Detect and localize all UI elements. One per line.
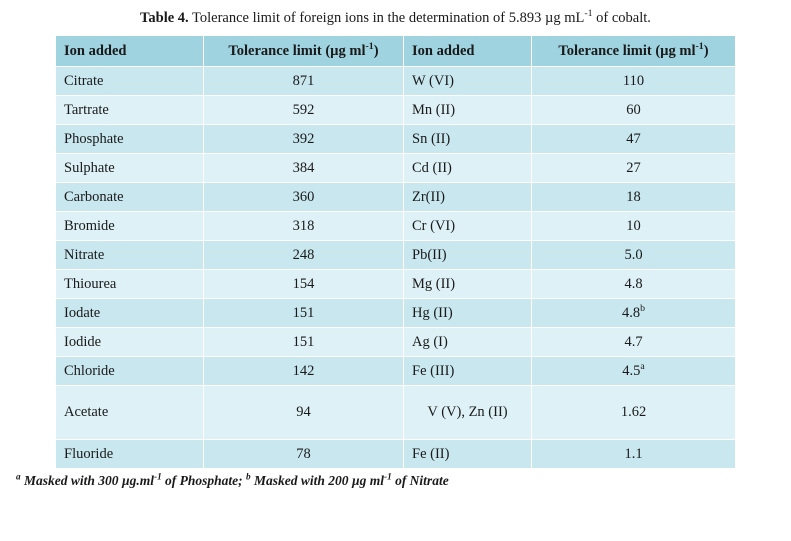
caption-superscript: -1 [584, 8, 593, 20]
cell-ion-2: Cd (II) [404, 154, 532, 183]
cell-value-2 [532, 154, 736, 183]
column-header-text-tail: ) [373, 42, 379, 59]
column-header-superscript: -1 [365, 41, 374, 53]
cell-value-2 [532, 270, 736, 299]
cell-ion-1: Iodate [56, 299, 204, 328]
cell-ion-2: Fe (II) [404, 440, 532, 469]
cell-ion-2: Mg (II) [404, 270, 532, 299]
cell-value-text: 18 [626, 188, 641, 205]
cell-ion-2: W (VI) [404, 67, 532, 96]
cell-ion-2: V (V), Zn (II) [404, 386, 532, 440]
cell-value-text: 47 [626, 130, 641, 147]
cell-ion-2: Zr(II) [404, 183, 532, 212]
cell-value-text: 4.5 [622, 362, 641, 379]
column-header-text: Tolerance limit (µg ml [558, 42, 696, 59]
table-row [56, 183, 736, 212]
cell-value-1: 142 [204, 357, 404, 386]
cell-ion-1: Fluoride [56, 440, 204, 469]
cell-value-2 [532, 67, 736, 96]
cell-ion-1: Nitrate [56, 241, 204, 270]
footnote-superscript-b: -1 [384, 471, 392, 482]
cell-ion-1: Citrate [56, 67, 204, 96]
cell-value-2 [532, 386, 736, 440]
table-row [56, 96, 736, 125]
cell-value-1: 151 [204, 299, 404, 328]
cell-ion-2: Hg (II) [404, 299, 532, 328]
column-header-text: Ion added [64, 42, 127, 59]
column-header-tolerance-limit-1 [204, 36, 404, 67]
cell-value-1: 392 [204, 125, 404, 154]
cell-value-1: 592 [204, 96, 404, 125]
table-row [56, 386, 736, 440]
cell-value-text: 1.62 [620, 404, 647, 421]
footnote-marker-b: b [246, 471, 251, 482]
table-row [56, 241, 736, 270]
cell-ion-1: Chloride [56, 357, 204, 386]
cell-value-2 [532, 299, 736, 328]
cell-ion-2: Fe (III) [404, 357, 532, 386]
cell-ion-1: Bromide [56, 212, 204, 241]
cell-value-text: 60 [626, 101, 641, 118]
cell-value-2 [532, 440, 736, 469]
cell-value-2 [532, 241, 736, 270]
footnote-superscript-a: -1 [154, 471, 162, 482]
cell-value-1: 248 [204, 241, 404, 270]
cell-value-1: 154 [204, 270, 404, 299]
cell-value-text: 4.8 [621, 304, 641, 321]
cell-value-text: 1.1 [624, 445, 643, 462]
table-row [56, 270, 736, 299]
caption-label: Table 4. [140, 10, 189, 26]
column-header-superscript: -1 [695, 41, 704, 53]
cell-value-1: 318 [204, 212, 404, 241]
cell-ion-1: Carbonate [56, 183, 204, 212]
table-row [56, 328, 736, 357]
cell-ion-2: Sn (II) [404, 125, 532, 154]
table-header-row [56, 36, 736, 67]
cell-value-2 [532, 357, 736, 386]
cell-value-2 [532, 183, 736, 212]
cell-value-1: 360 [204, 183, 404, 212]
cell-ion-2: Pb(II) [404, 241, 532, 270]
cell-ion-1: Tartrate [56, 96, 204, 125]
footnote-text-b2: of Nitrate [391, 473, 449, 489]
footnote-marker-a: a [16, 471, 21, 482]
column-header-tolerance-limit-2 [532, 36, 736, 67]
cell-ion-2: Ag (I) [404, 328, 532, 357]
table-row [56, 357, 736, 386]
table-footnote [16, 473, 777, 489]
table-body [56, 67, 736, 469]
cell-value-text: 4.7 [624, 333, 643, 350]
cell-value-1: 871 [204, 67, 404, 96]
column-header-ion-added-1 [56, 36, 204, 67]
table-row [56, 67, 736, 96]
cell-value-1: 78 [204, 440, 404, 469]
column-header-text: Tolerance limit (µg ml [228, 42, 366, 59]
table-row [56, 212, 736, 241]
cell-value-text: 110 [622, 72, 645, 89]
cell-value-superscript: b [640, 303, 646, 315]
cell-value-text: 10 [626, 217, 641, 234]
tolerance-limit-table [55, 35, 736, 469]
footnote-text-a2: of Phosphate; [161, 473, 247, 489]
footnote-text-a: Masked with 300 µg.ml [20, 473, 155, 489]
column-header-ion-added-2 [404, 36, 532, 67]
table-header [56, 36, 736, 67]
cell-ion-2: Mn (II) [404, 96, 532, 125]
cell-ion-1: Thiourea [56, 270, 204, 299]
table-row [56, 154, 736, 183]
table-row [56, 299, 736, 328]
cell-value-1: 94 [204, 386, 404, 440]
cell-ion-1: Iodide [56, 328, 204, 357]
cell-value-text: 4.8 [624, 275, 643, 292]
cell-ion-1: Acetate [56, 386, 204, 440]
cell-value-superscript: a [640, 361, 645, 373]
cell-value-text: 27 [626, 159, 641, 176]
table-row [56, 125, 736, 154]
cell-value-2 [532, 328, 736, 357]
caption-text-after: of cobalt. [592, 10, 651, 26]
cell-value-1: 384 [204, 154, 404, 183]
cell-ion-2: Cr (VI) [404, 212, 532, 241]
caption-text-before: Tolerance limit of foreign ions in the determination of 5.893 µg mL [188, 10, 585, 26]
table-caption [14, 10, 777, 27]
cell-value-1: 151 [204, 328, 404, 357]
cell-ion-1: Phosphate [56, 125, 204, 154]
cell-value-2 [532, 96, 736, 125]
cell-ion-1: Sulphate [56, 154, 204, 183]
footnote-text-b: Masked with 200 µg ml [250, 473, 385, 489]
table-row [56, 440, 736, 469]
cell-value-2 [532, 212, 736, 241]
cell-value-2 [532, 125, 736, 154]
column-header-text-tail: ) [703, 42, 709, 59]
column-header-text: Ion added [412, 42, 475, 59]
cell-value-text: 5.0 [624, 246, 643, 263]
